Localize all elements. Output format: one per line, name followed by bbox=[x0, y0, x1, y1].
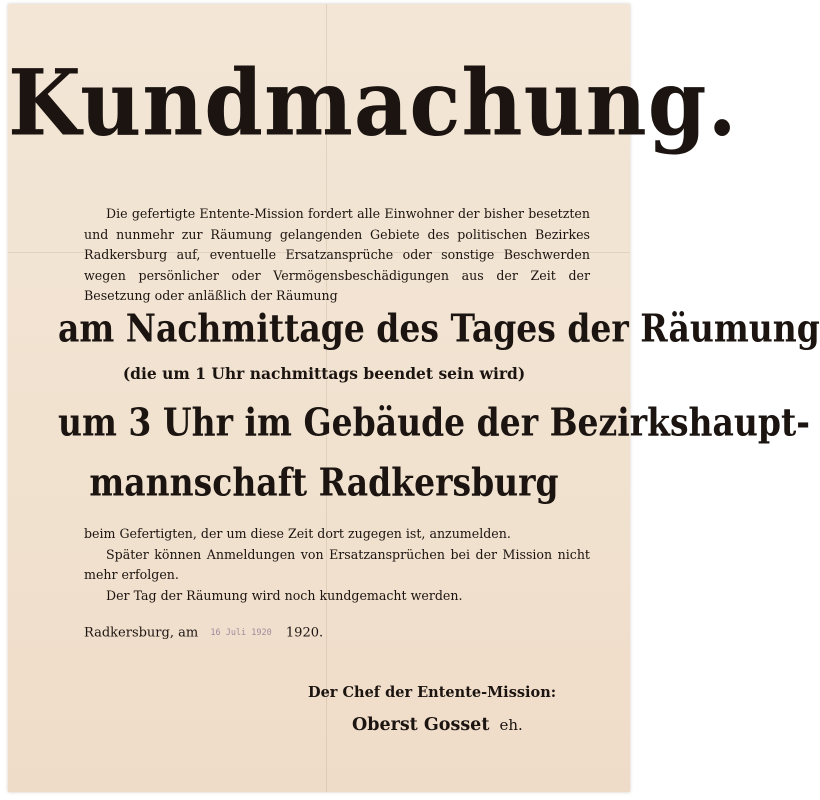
paragraph-register: beim Gefertigten, der um diese Zeit dort zugegen ist, anzumelden. bbox=[84, 526, 511, 541]
signature-name: Oberst Gosset bbox=[352, 715, 490, 735]
headline-office: mannschaft Radkersburg bbox=[89, 460, 559, 505]
date-stamp: 16 Juli 1920 bbox=[210, 628, 272, 638]
poster-sheet bbox=[8, 4, 820, 792]
signature-suffix: eh. bbox=[499, 716, 523, 734]
headline-parenthetical: (die um 1 Uhr nachmittags beendet sein wird) bbox=[122, 364, 526, 383]
place-label: Radkersburg, am bbox=[84, 625, 199, 641]
headline-time-location: um 3 Uhr im Gebäude der Bezirkshaupt- bbox=[58, 400, 810, 445]
intro-paragraph: Die gefertigte Entente-Mission fordert alle Einwohner der bisher besetzten und nunmehr zur Räumung gelangenden Gebiete des politischen Bezirkes Radkersburg auf, eventuelle Ersatzansprüche oder sonstige Beschwerden wegen persönlicher oder Vermögensbeschädigungen aus der Zeit der Besetzung oder anläßlich der Räumung bbox=[84, 206, 590, 303]
headline-afternoon: am Nachmittage des Tages der Räumung bbox=[58, 306, 820, 351]
signature-title: Der Chef der Entente-Mission: bbox=[308, 684, 557, 701]
year-label: 1920. bbox=[285, 625, 324, 641]
paragraph-evacuation-day: Der Tag der Räumung wird noch kundgemacht werden. bbox=[106, 588, 463, 603]
place-date-line bbox=[84, 622, 323, 645]
signature-block bbox=[352, 712, 523, 738]
notice-title: Kundmachung. bbox=[8, 49, 738, 157]
paragraph-later-claims: Später können Anmeldungen von Ersatzansprüchen bei der Mission nicht mehr erfolgen. bbox=[84, 547, 590, 582]
